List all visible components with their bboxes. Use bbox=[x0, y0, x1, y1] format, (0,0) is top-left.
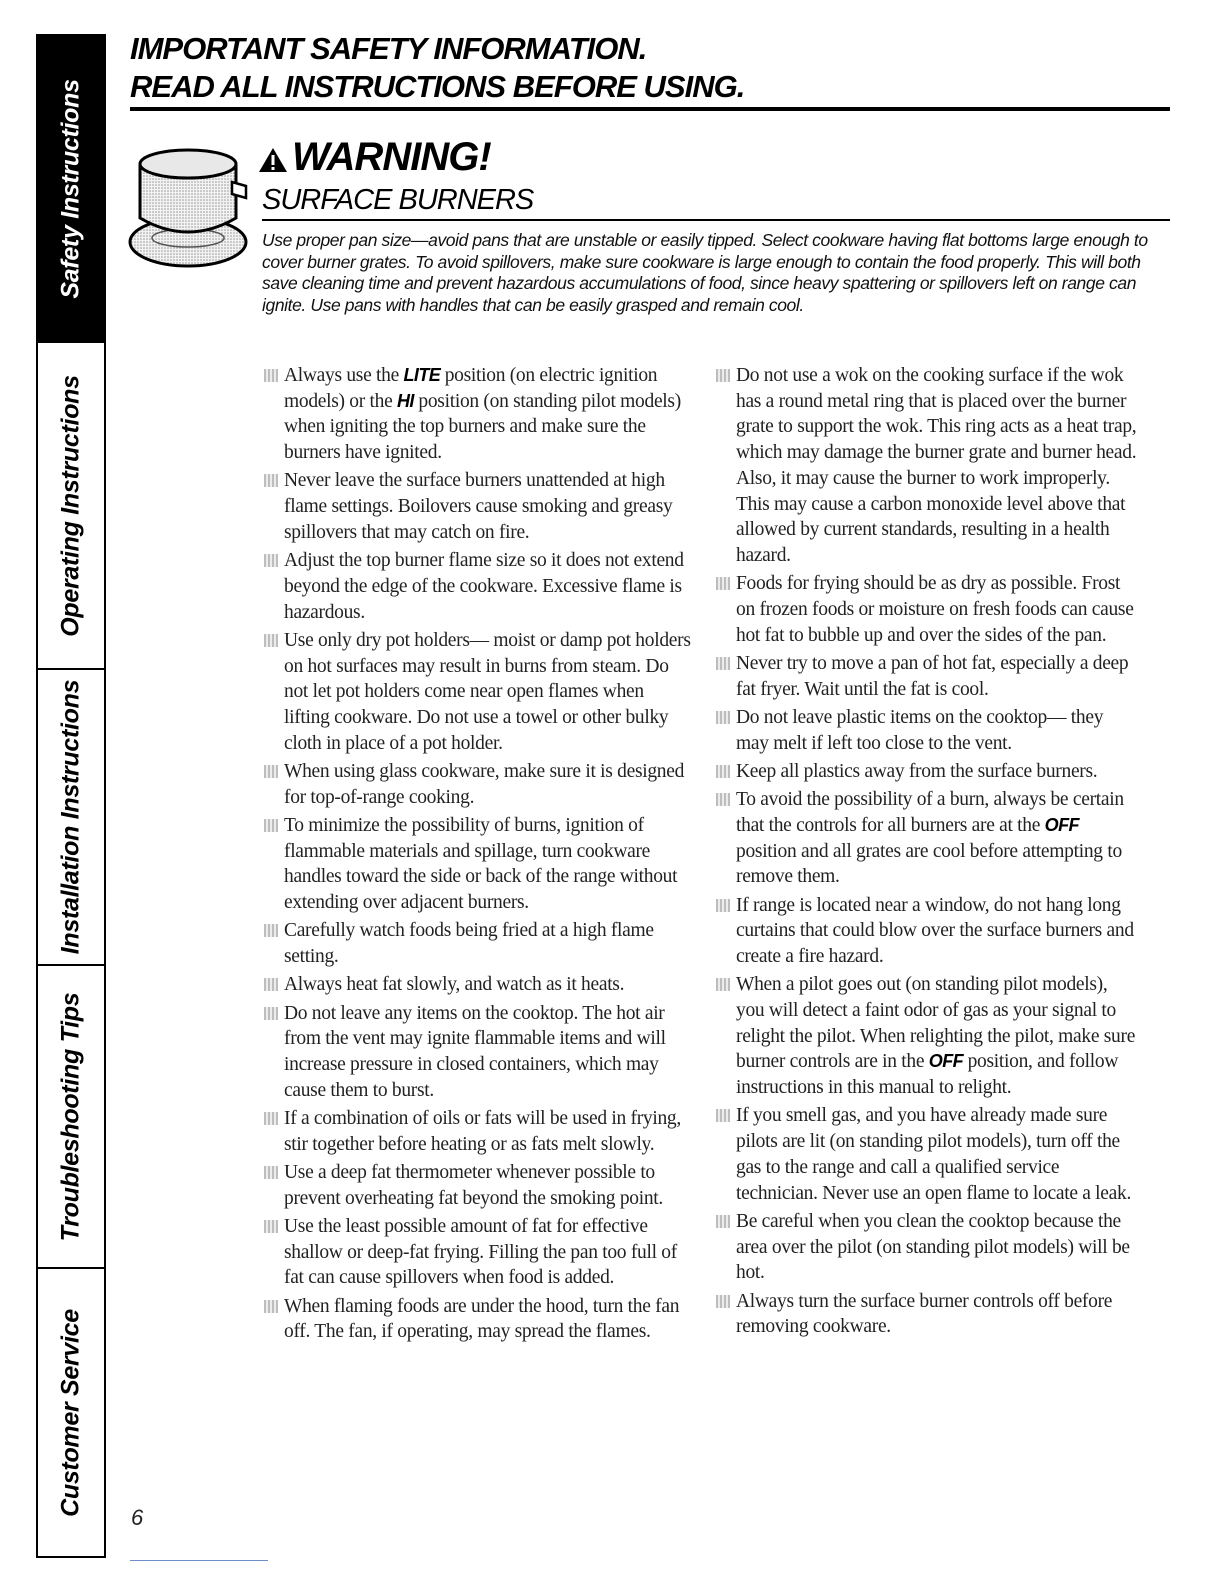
list-item: Foods for frying should be as dry as possible. Frost on frozen foods or moisture on fresh foods can cause hot fat to bubble up and over the sides of the pan. bbox=[714, 571, 1140, 648]
tab-installation-instructions[interactable] bbox=[38, 670, 104, 966]
bullet-icon bbox=[716, 1295, 730, 1308]
bullet-icon bbox=[264, 1007, 278, 1020]
list-item: Do not leave any items on the cooktop. The hot air from the vent may ignite flammable items and will increase pressure in closed containers, which may cause them to burst. bbox=[262, 1001, 692, 1104]
tab-label: Troubleshooting Tips bbox=[56, 992, 85, 1241]
left-column bbox=[262, 363, 692, 1348]
tab-label: Installation Instructions bbox=[56, 679, 85, 955]
list-item: Use a deep fat thermometer whenever possible to prevent overheating fat beyond the smoking point. bbox=[262, 1160, 692, 1211]
bullet-icon bbox=[264, 474, 278, 487]
bullet-icon bbox=[264, 1220, 278, 1233]
list-item: When using glass cookware, make sure it is designed for top-of-range cooking. bbox=[262, 759, 692, 810]
bullet-icon bbox=[264, 819, 278, 832]
list-item: If you smell gas, and you have already made sure pilots are lit (on standing pilot models), turn off the gas to the range and call a qualified service technician. Never use an open flame to locate a leak. bbox=[714, 1103, 1140, 1206]
list-item: If range is located near a window, do not hang long curtains that could blow over the surface burners and create a fire hazard. bbox=[714, 893, 1140, 970]
cooking-pan-icon bbox=[128, 130, 248, 270]
list-item: Do not leave plastic items on the cooktop— they may melt if left too close to the vent. bbox=[714, 705, 1140, 756]
bullet-icon bbox=[716, 711, 730, 724]
list-item: To minimize the possibility of burns, ignition of flammable materials and spillage, turn cookware handles toward the side or back of the range without extending over adjacent burners. bbox=[262, 813, 692, 916]
list-item: Always use the LITE position (on electric ignition models) or the HI position (on standing pilot models) when igniting the top burners and make sure the burners have ignited. bbox=[262, 363, 692, 466]
tab-label: Customer Service bbox=[56, 1308, 85, 1517]
bullet-icon bbox=[264, 554, 278, 567]
header-line-1: IMPORTANT SAFETY INFORMATION. bbox=[130, 31, 647, 66]
warning-title: WARNING! bbox=[292, 135, 491, 179]
bullet-icon bbox=[716, 793, 730, 806]
tab-safety-instructions[interactable] bbox=[38, 36, 104, 343]
tab-operating-instructions[interactable] bbox=[38, 343, 104, 670]
list-item: If a combination of oils or fats will be used in frying, stir together before heating or as fats melt slowly. bbox=[262, 1106, 692, 1157]
section-tabs bbox=[36, 34, 106, 1558]
bullet-icon bbox=[264, 924, 278, 937]
setting-off: OFF bbox=[1044, 814, 1079, 835]
list-item: When a pilot goes out (on standing pilot models), you will detect a faint odor of gas as your signal to relight the pilot. When relighting the pilot, make sure burner controls are in the OFF position, and follow instructions in this manual to relight. bbox=[714, 972, 1140, 1101]
header-line-2: READ ALL INSTRUCTIONS BEFORE USING. bbox=[130, 69, 745, 104]
right-column bbox=[714, 363, 1140, 1343]
list-item: Always turn the surface burner controls off before removing cookware. bbox=[714, 1289, 1140, 1340]
setting-off: OFF bbox=[928, 1051, 963, 1072]
warning-intro: Use proper pan size—avoid pans that are unstable or easily tipped. Select cookware having flat bottoms large enough to cover burner grates. To avoid spillovers, make sure cookware is large enough to contain the food properly. This will both save cleaning time and prevent hazardous accumulations of food, since heavy spattering or spillovers left on range can ignite. Use pans with handles that can be easily grasped and remain cool. bbox=[262, 230, 1148, 315]
setting-lite: LITE bbox=[403, 365, 441, 385]
bullet-icon bbox=[264, 765, 278, 778]
list-item: Never try to move a pan of hot fat, especially a deep fat fryer. Wait until the fat is cool. bbox=[714, 651, 1140, 702]
bullet-icon bbox=[264, 369, 278, 382]
header-divider bbox=[130, 107, 1170, 111]
bullet-icon bbox=[716, 577, 730, 590]
list-item: Keep all plastics away from the surface burners. bbox=[714, 759, 1140, 785]
warning-subtitle: SURFACE BURNERS bbox=[262, 184, 534, 216]
warning-triangle-icon bbox=[258, 146, 288, 174]
list-item: Adjust the top burner flame size so it does not extend beyond the edge of the cookware. Excessive flame is hazardous. bbox=[262, 548, 692, 625]
tab-customer-service[interactable] bbox=[38, 1269, 104, 1556]
tab-label: Operating Instructions bbox=[56, 374, 85, 637]
list-item: Be careful when you clean the cooktop because the area over the pilot (on standing pilot models) will be hot. bbox=[714, 1209, 1140, 1286]
list-item: To avoid the possibility of a burn, always be certain that the controls for all burners are at the OFF position and all grates are cool before attempting to remove them. bbox=[714, 787, 1140, 890]
list-item: Do not use a wok on the cooking surface if the wok has a round metal ring that is placed over the burner grate to support the wok. This ring acts as a heat trap, which may damage the burner grate and burner head. Also, it may cause the burner to work improperly. This may cause a carbon monoxide level above that allowed by current standards, resulting in a health hazard. bbox=[714, 363, 1140, 569]
tab-troubleshooting-tips[interactable] bbox=[38, 966, 104, 1269]
bullet-icon bbox=[264, 1166, 278, 1179]
page-number: 6 bbox=[131, 1505, 144, 1530]
bullet-icon bbox=[716, 899, 730, 912]
bullet-icon bbox=[716, 1109, 730, 1122]
list-item: When flaming foods are under the hood, turn the fan off. The fan, if operating, may spread the flames. bbox=[262, 1294, 692, 1345]
bullet-icon bbox=[716, 765, 730, 778]
bullet-icon bbox=[264, 1300, 278, 1313]
warning-divider bbox=[262, 219, 1170, 221]
bullet-icon bbox=[716, 1215, 730, 1228]
list-item: Use only dry pot holders— moist or damp pot holders on hot surfaces may result in burns from steam. Do not let pot holders come near open flames when lifting cookware. Do not use a towel or other bulky cloth in place of a pot holder. bbox=[262, 628, 692, 757]
bullet-icon bbox=[264, 1112, 278, 1125]
setting-hi: HI bbox=[397, 390, 414, 411]
bullet-icon bbox=[264, 634, 278, 647]
bullet-icon bbox=[716, 978, 730, 991]
list-item: Carefully watch foods being fried at a high flame setting. bbox=[262, 918, 692, 969]
bullet-icon bbox=[716, 369, 730, 382]
bullet-icon bbox=[716, 657, 730, 670]
list-item: Always heat fat slowly, and watch as it heats. bbox=[262, 972, 692, 998]
bullet-icon bbox=[264, 978, 278, 991]
list-item: Never leave the surface burners unattended at high flame settings. Boilovers cause smoking and greasy spillovers that may catch on fire. bbox=[262, 468, 692, 545]
tab-label: Safety Instructions bbox=[56, 78, 85, 299]
list-item: Use the least possible amount of fat for effective shallow or deep-fat frying. Filling the pan too full of fat can cause spillovers when food is added. bbox=[262, 1214, 692, 1291]
page-header bbox=[130, 30, 1170, 106]
footer-line bbox=[130, 1560, 268, 1561]
